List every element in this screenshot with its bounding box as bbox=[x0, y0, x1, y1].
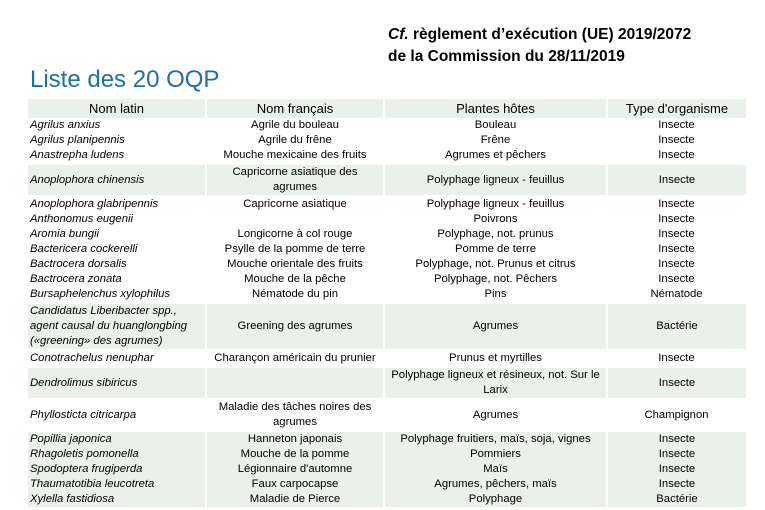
cell-text: Frêne bbox=[480, 134, 511, 146]
cell-text: Agrile du bouleau bbox=[251, 119, 339, 131]
cell-text: Anastrepha ludens bbox=[30, 149, 125, 161]
table-row bbox=[28, 350, 746, 367]
header-french-name: Nom français bbox=[206, 99, 384, 118]
cell-text: Polyphage, not. Prunus et citrus bbox=[415, 258, 576, 270]
cell-text: Capricorne asiatique des agrumes bbox=[232, 166, 358, 193]
cell-text: Popillia japonica bbox=[30, 433, 112, 445]
table-row bbox=[28, 196, 746, 303]
cell-text: Insecte bbox=[658, 463, 696, 475]
cell-text: Bactrocera zonata bbox=[30, 273, 122, 285]
french-name-cell bbox=[206, 118, 384, 164]
cf-abbreviation: Cf. bbox=[388, 26, 409, 43]
cell-text: Pomme de terre bbox=[455, 243, 536, 255]
table-row bbox=[28, 303, 746, 350]
host-plants-cell bbox=[384, 118, 607, 164]
french-name-cell bbox=[206, 164, 384, 196]
french-name-cell bbox=[206, 350, 384, 367]
cell-text: Insecte bbox=[658, 119, 695, 131]
cell-text: Agrumes, pêchers, maïs bbox=[434, 478, 557, 490]
header-organism-type: Type d'organisme bbox=[607, 99, 746, 118]
cell-text: Conotrachelus nenuphar bbox=[30, 352, 154, 364]
cell-text: Agrumes bbox=[472, 320, 519, 332]
cell-text: Polyphage, not. prunus bbox=[437, 228, 554, 240]
cell-text: Nématode du pin bbox=[251, 288, 339, 300]
latin-name-cell bbox=[28, 367, 206, 399]
french-name-cell bbox=[206, 367, 384, 399]
cell-text: Mouche mexicaine des fruits bbox=[223, 149, 367, 161]
organism-type-cell bbox=[607, 303, 746, 350]
cell-text: Hanneton japonais bbox=[247, 433, 343, 445]
organism-type-cell bbox=[607, 367, 746, 399]
organism-type-cell bbox=[607, 164, 746, 196]
cell-text: Polyphage bbox=[468, 493, 523, 505]
cell-text: Insecte bbox=[658, 433, 696, 445]
cell-text: Anthonomus eugenii bbox=[30, 213, 134, 225]
cell-text: Insecte bbox=[658, 448, 696, 460]
cell-text: Capricorne asiatique bbox=[243, 198, 347, 210]
regulation-reference-line-1 bbox=[388, 24, 758, 46]
organism-type-cell bbox=[607, 196, 746, 303]
cell-text: Insecte bbox=[658, 173, 696, 186]
host-plants-cell bbox=[384, 431, 607, 508]
cell-text: Bactrocera dorsalis bbox=[30, 258, 127, 270]
cell-text: Bactericera cockerelli bbox=[30, 243, 138, 255]
french-name-cell bbox=[206, 399, 384, 431]
cell-text: Insecte bbox=[658, 352, 695, 364]
cell-text: Charançon américain du prunier bbox=[214, 352, 376, 364]
cell-text: Greening des agrumes bbox=[237, 320, 353, 332]
cell-text: Bursaphelenchus xylophilus bbox=[30, 288, 171, 300]
organism-type-cell bbox=[607, 399, 746, 431]
cell-text: Rhagoletis pomonella bbox=[30, 448, 139, 460]
page-title: Liste des 20 OQP bbox=[30, 66, 220, 93]
cell-text: Insecte bbox=[658, 213, 695, 225]
host-plants-cell bbox=[384, 196, 607, 303]
cell-text: Nématode bbox=[650, 288, 703, 300]
cell-text: Insecte bbox=[658, 134, 695, 146]
latin-name-cell bbox=[28, 431, 206, 508]
table-row bbox=[28, 118, 746, 164]
table-row bbox=[28, 164, 746, 196]
cell-text: Mouche orientale des fruits bbox=[227, 258, 363, 270]
cell-text: Bouleau bbox=[474, 119, 517, 131]
host-plants-cell bbox=[384, 367, 607, 399]
cell-text: Agrilus anxius bbox=[30, 119, 101, 131]
cell-text: Aromia bungii bbox=[30, 228, 100, 240]
table-body bbox=[28, 118, 746, 508]
cell-text: Longicorne à col rouge bbox=[237, 228, 353, 240]
cell-text: Insecte bbox=[658, 149, 695, 161]
organism-type-cell bbox=[607, 118, 746, 164]
cell-text: Xylella fastidiosa bbox=[30, 493, 115, 505]
cell-text: Bactérie bbox=[656, 320, 698, 332]
cell-text: Champignon bbox=[644, 408, 709, 421]
cell-text: Phyllosticta citricarpa bbox=[30, 408, 137, 421]
cell-text: Insecte bbox=[658, 228, 695, 240]
cell-text: Psylle de la pomme de terre bbox=[224, 243, 366, 255]
cell-text: Poivrons bbox=[473, 213, 518, 225]
latin-name-cell bbox=[28, 118, 206, 164]
organism-type-cell bbox=[607, 350, 746, 367]
cell-text: Insecte bbox=[658, 478, 696, 490]
table-row bbox=[28, 431, 746, 508]
cell-text: Agrilus planipennis bbox=[30, 134, 125, 146]
regulation-reference-line-2: de la Commission du 28/11/2019 bbox=[388, 48, 625, 65]
cell-text: Insecte bbox=[658, 376, 696, 389]
french-name-cell bbox=[206, 303, 384, 350]
cell-text: Insecte bbox=[658, 243, 695, 255]
header-latin-name: Nom latin bbox=[28, 99, 206, 118]
host-plants-cell bbox=[384, 350, 607, 367]
french-name-cell bbox=[206, 196, 384, 303]
cell-text: Spodoptera frugiperda bbox=[30, 463, 143, 475]
cell-text bbox=[208, 212, 382, 227]
cell-text: Pins bbox=[484, 288, 507, 300]
latin-name-cell bbox=[28, 399, 206, 431]
cell-text: Pommiers bbox=[470, 448, 521, 460]
cell-text: Insecte bbox=[658, 198, 695, 210]
header-host-plants: Plantes hôtes bbox=[384, 99, 607, 118]
cell-text: Candidatus Liberibacter spp., agent causal du huanglongbing («greening» des agrumes) bbox=[30, 305, 188, 347]
cell-text: Agrumes et pêchers bbox=[444, 149, 547, 161]
organism-type-cell bbox=[607, 431, 746, 508]
cell-text: Faux carpocapse bbox=[251, 478, 339, 490]
cell-text: Polyphage ligneux - feuillus bbox=[426, 173, 565, 186]
cell-text: Anoplophora glabripennis bbox=[30, 198, 159, 210]
cell-text: Agrumes bbox=[472, 408, 519, 421]
cell-text: Maladie des tâches noires des agrumes bbox=[218, 401, 372, 428]
cell-text: Prunus et myrtilles bbox=[449, 352, 542, 364]
latin-name-cell bbox=[28, 164, 206, 196]
host-plants-cell bbox=[384, 399, 607, 431]
latin-name-cell bbox=[28, 196, 206, 303]
cell-text: Mouche de la pêche bbox=[244, 273, 346, 285]
host-plants-cell bbox=[384, 164, 607, 196]
french-name-cell bbox=[206, 431, 384, 508]
cell-text: Polyphage fruitiers, maïs, soja, vignes bbox=[400, 433, 591, 445]
cell-text: Anoplophora chinensis bbox=[30, 173, 145, 186]
cell-text: Polyphage ligneux et résineux, not. Sur le Larix bbox=[391, 369, 600, 396]
cell-text: Polyphage ligneux - feuillus bbox=[426, 198, 565, 210]
latin-name-cell bbox=[28, 350, 206, 367]
oqp-table bbox=[28, 99, 746, 509]
host-plants-cell bbox=[384, 303, 607, 350]
cell-text: Polyphage, not. Pêchers bbox=[433, 273, 558, 285]
regulation-text: règlement d’exécution (UE) 2019/2072 bbox=[408, 26, 692, 43]
table-row bbox=[28, 367, 746, 399]
regulation-reference bbox=[388, 24, 758, 68]
table-row bbox=[28, 399, 746, 431]
cell-text: Maladie de Pierce bbox=[249, 493, 341, 505]
cell-text: Thaumatotibia leucotreta bbox=[30, 478, 155, 490]
cell-text: Bactérie bbox=[656, 493, 698, 505]
cell-text: Agrile du frêne bbox=[258, 134, 332, 146]
cell-text: Légionnaire d'automne bbox=[237, 463, 353, 475]
cell-text: Mouche de la pomme bbox=[240, 448, 350, 460]
cell-text: Maïs bbox=[483, 463, 508, 475]
cell-text: Insecte bbox=[658, 258, 695, 270]
table-header-row bbox=[28, 99, 746, 118]
latin-name-cell bbox=[28, 303, 206, 350]
cell-text: Dendrolimus sibiricus bbox=[30, 376, 138, 389]
cell-text: Insecte bbox=[658, 273, 695, 285]
